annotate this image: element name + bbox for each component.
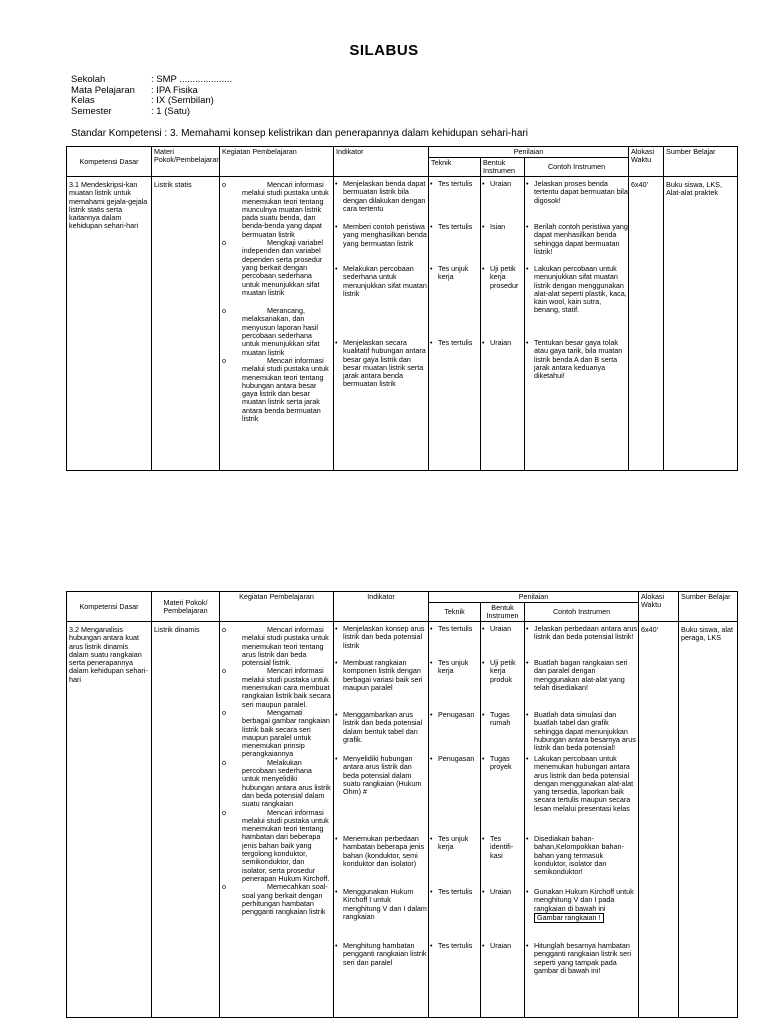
meta-label: Sekolah	[71, 74, 106, 85]
header-materi: Materi Pokok/ Pembelajaran	[152, 592, 220, 622]
contoh-item: • Tentukan besar gaya tolak atau gaya tarik, bila muatan listrik benda A dan B serta jarak antara keduanya diketahui!	[534, 339, 628, 380]
bentuk-item: • Uji petik kerja prosedur	[490, 265, 524, 290]
header-kompetensi-dasar: Kompetensi Dasar	[67, 147, 152, 177]
header-penilaian: Penilaian	[429, 147, 629, 158]
bentuk-item: • Uraian	[490, 339, 524, 347]
bentuk-cell	[481, 177, 525, 471]
kd-cell	[67, 622, 152, 1018]
alokasi-text: 6x40'	[631, 180, 648, 189]
bentuk-item: • Isian	[490, 223, 524, 231]
alokasi-text: 6x40'	[641, 625, 658, 634]
header-kegiatan: Kegiatan Pembelajaran	[220, 147, 334, 177]
kegiatan-item: o Mengamati berbagai gambar rangkaian listrik baik secara seri maupun paralel untuk menemukan prinsip perangkaiannya	[222, 707, 330, 759]
meta-row-kelas	[71, 96, 232, 107]
kegiatan-item: o Mencari informasi melalui studi pustaka untuk menemukan teori tentang munculnya muatan listrik pada suatu benda, dan benda-benda yang dapat bermuatan listrik	[222, 180, 329, 239]
header-bentuk: Bentuk Instrumen	[481, 158, 525, 177]
contoh-item: • Berilah contoh peristiwa yang dapat menhasilkan benda sehingga dapat bermuatan listrik!	[534, 223, 628, 256]
teknik-cell	[429, 177, 481, 471]
header-contoh: Contoh Instrumen	[525, 158, 629, 177]
kegiatan-item: o Mencari informasi melalui studi pustaka untuk menemukan teori tentang arus listrik dan beda potensial listrik.	[222, 625, 329, 668]
kegiatan-item: o Memecahkan soal-soal yang berkait dengan perhitungan hambatan pengganti rangkaian listrik	[222, 882, 328, 917]
meta-label: Kelas	[71, 95, 95, 106]
sumber-cell	[664, 177, 738, 471]
indikator-item: • Memberi contoh peristiwa yang menghasilkan benda yang bermuatan listrik	[343, 223, 428, 248]
bentuk-item: • Uji petik kerja produk	[490, 659, 524, 684]
teknik-item: • Tes unjuk kerja	[438, 659, 480, 676]
syllabus-table-1	[66, 146, 738, 471]
kegiatan-item: o Mencari informasi melalui studi pustaka untuk menemukan teori tentang hubungan antara besar gaya listrik dan besar muatan listrik serta jarak antara benda bermuatan listrik	[222, 355, 329, 424]
indikator-cell	[334, 177, 429, 471]
header-teknik: Teknik	[429, 158, 481, 177]
indikator-cell	[334, 622, 429, 1018]
indikator-item: • Menjelaskan konsep arus listrik dan beda potensial listrik	[343, 625, 428, 650]
meta-block	[71, 75, 232, 117]
contoh-cell	[525, 177, 629, 471]
alokasi-cell	[639, 622, 679, 1018]
indikator-item: • Menggunakan Hukum Kirchoff I untuk menghitung V dan I dalam rangkaian	[343, 888, 428, 921]
bentuk-item: • Uraian	[490, 625, 524, 633]
syllabus-table-2	[66, 591, 738, 1018]
meta-value: : SMP ....................	[151, 74, 233, 85]
bentuk-item: • Tugas proyek	[490, 755, 524, 772]
header-kompetensi-dasar: Kompetensi Dasar	[67, 592, 152, 622]
indikator-item: • Menjelaskan benda dapat bermuatan listrik bila dengan dilakukan dengan cara tertentu	[343, 180, 428, 213]
header-bentuk: Bentuk Instrumen	[481, 603, 525, 622]
materi-text: Listrik dinamis	[154, 625, 200, 634]
kegiatan-item: o Merancang, melaksanakan, dan menyusun laporan hasil percobaan sederhana untuk menunjukkan sifat muatan listrik	[222, 306, 320, 357]
contoh-item: • Buatlah bagan rangkaian seri dan paralel dengan menggunakan alat-alat yang telah disediakan!	[534, 659, 638, 692]
bentuk-item: • Tugas rumah	[490, 711, 524, 728]
meta-row-sekolah	[71, 75, 232, 86]
meta-label: Mata Pelajaran	[71, 84, 135, 96]
indikator-item: • Melakukan percobaan sederhana untuk menunjukkan sifat muatan listrik	[343, 265, 428, 298]
teknik-item: • Tes unjuk kerja	[438, 835, 480, 852]
kegiatan-cell	[220, 177, 334, 471]
header-contoh: Contoh Instrumen	[525, 603, 639, 622]
contoh-cell	[525, 622, 639, 1018]
sumber-text: Buku siswa, alat peraga, LKS	[681, 625, 733, 643]
meta-value: : 1 (Satu)	[151, 105, 191, 117]
contoh-item: • Buatlah data simulasi dan buatlah tabel dan grafik sehingga dapat menunjukkan hubungan antara besarnya arus listrik dan beda potensial!	[534, 711, 638, 752]
meta-value: : IX (Sembilan)	[151, 95, 214, 106]
page-title: SILABUS	[349, 42, 419, 59]
kegiatan-item: o Mengkaji variabel independen dan variabel dependen serta prosedur yang berkait dengan percobaan sederhana untuk menunjukkan sifat muatan listrik	[222, 238, 323, 297]
kd-text: 3.2 Menganalisis hubungan antara kuat arus listrik dinamis dalam suatu rangkaian serta penerapannya dalam kehidupan sehari-hari	[69, 625, 148, 684]
header-sumber: Sumber Belajar	[679, 592, 738, 622]
contoh-item: • Gunakan Hukum Kirchoff untuk menghitung V dan I pada rangkaian di bawah ini Gambar rangkaian !	[534, 888, 638, 923]
teknik-item: • Penugasan	[438, 755, 480, 763]
teknik-cell	[429, 622, 481, 1018]
header-indikator: Indikator	[334, 147, 429, 177]
header-kegiatan: Kegiatan Pembelajaran	[220, 592, 334, 622]
alokasi-cell	[629, 177, 664, 471]
teknik-item: • Tes tertulis	[438, 223, 480, 231]
teknik-item: • Tes tertulis	[438, 625, 480, 633]
teknik-item: • Tes tertulis	[438, 339, 480, 347]
header-alokasi: Alokasi Waktu	[629, 147, 664, 177]
teknik-item: • Penugasan	[438, 711, 480, 719]
contoh-item: • Lakukan percobaan untuk menemukan hubungan antara arus listrik dan beda potensial dengan menggunakan alat-alat yang tersedia, laporkan baik secara tertulis maupun secara lesan melalui presentasi kelas	[534, 755, 638, 813]
contoh-item: • Jelaskan perbedaan antara arus listrik dan beda potensial listrik!	[534, 625, 638, 642]
bentuk-item: • Uraian	[490, 180, 524, 188]
teknik-item: • Tes tertulis	[438, 888, 480, 896]
contoh-item: • Hitunglah besarnya hambatan pengganti rangkaian listrik seri seperti yang tampak pada gambar di bawah ini!	[534, 942, 638, 975]
header-materi: Materi Pokok/Pembelajaran	[152, 147, 220, 177]
indikator-item: • Membuat rangkaian komponen listrik dengan berbagai variasi baik seri maupun paralel	[343, 659, 428, 692]
header-indikator: Indikator	[334, 592, 429, 622]
kegiatan-item: o Melakukan percobaan sederhana untuk menyelidiki hubungan antara arus listrik dan beda potensial dalam suatu rangkaian	[222, 757, 331, 809]
indikator-item: • Menemukan perbedaan hambatan beberapa jenis bahan (konduktor, semi konduktor dan isolator)	[343, 835, 428, 868]
contoh-item: • Jelaskan proses benda tertentu dapat bermuatan bila digosok!	[534, 180, 628, 205]
kegiatan-item: o Mencari informasi melalui studi pustaka untuk menemukan cara membuat rangkaian listrik baik secara seri maupun paralel.	[222, 666, 331, 709]
meta-value: : IPA Fisika	[151, 84, 198, 96]
teknik-item: • Tes tertulis	[438, 942, 480, 950]
contoh-item: • Lakukan percobaan untuk menunjukkan sifat muatan listrik dengan menggunakan alat-alat seperti plastik, kaca, kain wool, kain sutra, benang, statif.	[534, 265, 628, 315]
indikator-item: • Menggambarkan arus listrik dan beda potensial dalam bentuk tabel dan grafik.	[343, 711, 428, 744]
kd-text: 3.1 Mendeskripsi-kan muatan listrik untuk memahami gejala-gejala listrik statis serta kaitannya dalam kehidupan sehari-hari	[69, 180, 148, 231]
header-penilaian: Penilaian	[429, 592, 639, 603]
kegiatan-item: o Mencari informasi melalui studi pustaka untuk menemukan teori tentang hambatan dari beberapa jenis bahan baik yang tergolong konduktor, semikonduktor, dan isolator, serta prosedur penerapan Hukum Kirchoff.	[222, 807, 330, 883]
bentuk-cell	[481, 622, 525, 1018]
header-teknik: Teknik	[429, 603, 481, 622]
meta-row-semester	[71, 107, 232, 118]
meta-label: Semester	[71, 105, 112, 117]
standar-kompetensi: Standar Kompetensi : 3. Memahami konsep kelistrikan dan penerapannya dalam kehidupan sehari-hari	[71, 128, 528, 139]
indikator-item: • Menyelidiki hubungan antara arus listrik dan beda potensial dalam suatu rangkaian (Hukum Ohm) #	[343, 755, 428, 796]
teknik-item: • Tes tertulis	[438, 180, 480, 188]
indikator-item: • Menjelaskan secara kualitatif hubungan antara besar gaya listrik dan besar muatan listrik serta jarak antara benda bermuatan listrik	[343, 339, 428, 389]
teknik-item: • Tes unjuk kerja	[438, 265, 480, 282]
bentuk-item: • Uraian	[490, 942, 524, 950]
sumber-cell	[679, 622, 738, 1018]
materi-cell	[152, 622, 220, 1018]
indikator-item: • Menghitung hambatan pengganti rangkaian listrik seri dan paralel	[343, 942, 428, 967]
contoh-item: • Disediakan bahan-bahan,Kelompokkan bahan-bahan yang termasuk konduktor, isolator dan semikonduktor!	[534, 835, 638, 876]
kd-cell	[67, 177, 152, 471]
bentuk-item: • Tes identifi-kasi	[490, 835, 524, 860]
sumber-text: Buku siswa, LKS, Alat-alat praktek	[666, 180, 722, 198]
materi-cell	[152, 177, 220, 471]
gambar-rangkaian-box: Gambar rangkaian !	[534, 913, 604, 923]
header-sumber: Sumber Belajar	[664, 147, 738, 177]
bentuk-item: • Uraian	[490, 888, 524, 896]
materi-text: Listrik statis	[154, 180, 192, 189]
header-alokasi: Alokasi Waktu	[639, 592, 679, 622]
kegiatan-cell	[220, 622, 334, 1018]
